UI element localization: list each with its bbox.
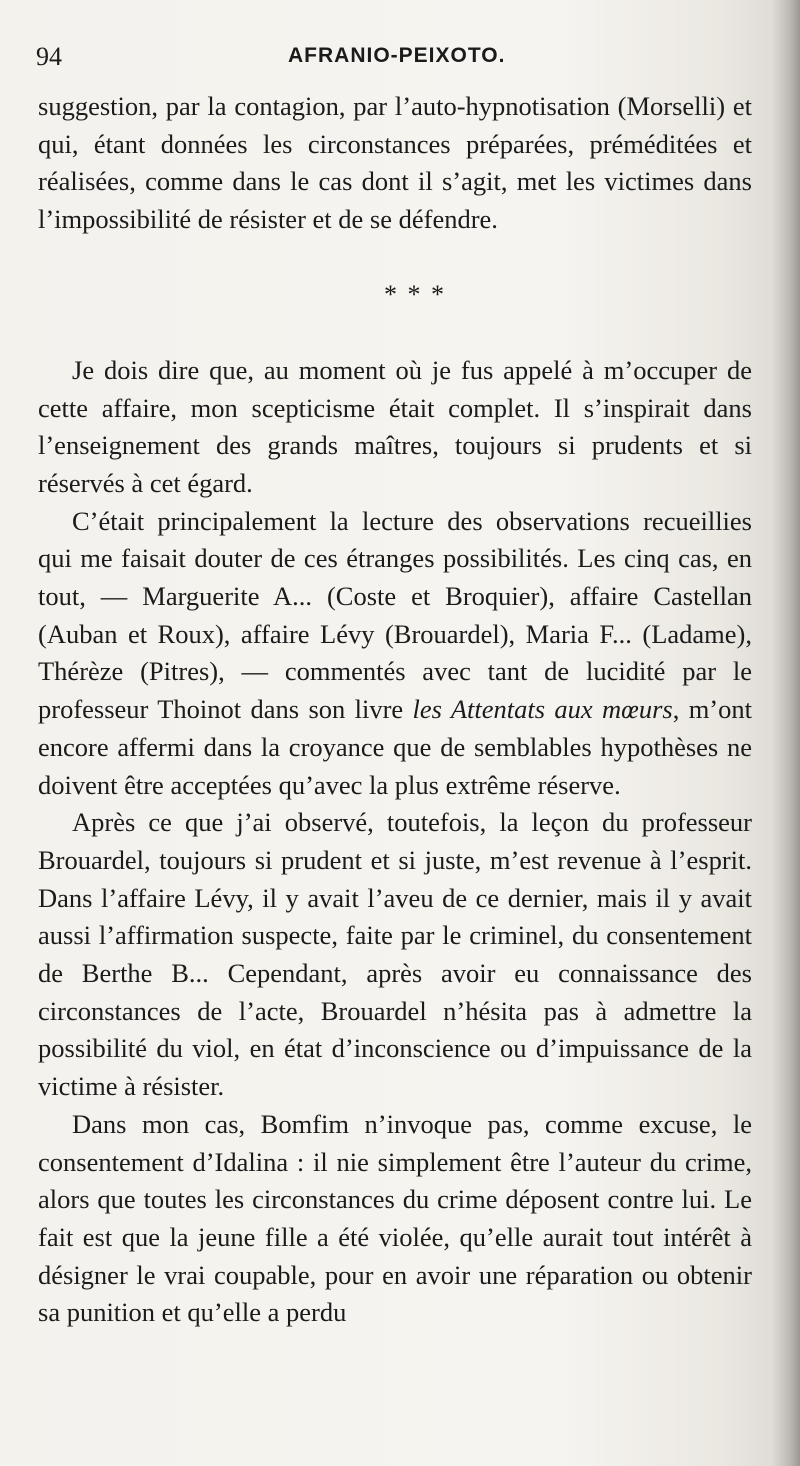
page-header: [36, 40, 756, 80]
running-head: AFRANIO-PEIXOTO.: [288, 44, 506, 67]
page-number: 94: [36, 42, 62, 71]
paragraph: Je dois dire que, au moment où je fus appelé à m’occuper de cette affaire, mon scepticisme était complet. Il s’inspirait dans l’enseignement des grands maîtres, toujours si prudents et si réservés à cet égard.: [38, 354, 752, 498]
paragraph-with-citation: [38, 503, 752, 805]
page-gutter-shadow: [772, 0, 800, 1466]
paragraph-text: , m’ont encore affermi dans la croyance que de semblables hypothèses ne doivent être acceptées qu’avec la plus extrême réserve.: [38, 694, 752, 800]
book-title-italic: les Attentats aux mœurs: [412, 694, 673, 725]
section-separator-asterism: * * *: [384, 280, 446, 310]
paragraph: Après ce que j’ai observé, toutefois, la leçon du professeur Brouardel, toujours si prudent et si juste, m’est revenue à l’esprit. Dans l’affaire Lévy, il y avait l’aveu de ce dernier, mais il y avait aussi l’affirmation suspecte, faite par le criminel, du consentement de Berthe B... Cependant, après avoir eu connaissance des circonstances de l’acte, Brouardel n’hésita pas à admettre la possibilité du viol, en état d’inconscience ou d’impuissance de la victime à résister.: [38, 807, 752, 1102]
paragraph: Dans mon cas, Bomfim n’invoque pas, comme excuse, le consentement d’Idalina : il nie simplement être l’auteur du crime, alors que toutes les circonstances du crime déposent contre lui. Le fait est que la jeune fille a été violée, qu’elle aurait tout intérêt à désigner le vrai coupable, pour en avoir une réparation ou obtenir sa punition et qu’elle a perdu: [38, 1108, 752, 1328]
paragraph-text: C’était principalement la lecture des observations recueillies qui me faisait douter de ces étranges possibilités. Les cinq cas, en tout, — Marguerite A... (Coste et Broquier), affaire Castellan (Auban et Roux), affaire Lévy (Brouardel), Maria F... (Ladame), Thérèze (Pitres), — commentés avec tant de lucidité par le professeur Thoinot dans son livre: [38, 505, 752, 725]
paragraph-continued: suggestion, par la contagion, par l’auto-hypnotisation (Morselli) et qui, étant données les circonstances préparées, préméditées et réalisées, comme dans le cas dont il s’agit, met les victimes dans l’impossibilité de résister et de se défendre.: [38, 91, 752, 235]
body-text: [38, 88, 752, 1332]
